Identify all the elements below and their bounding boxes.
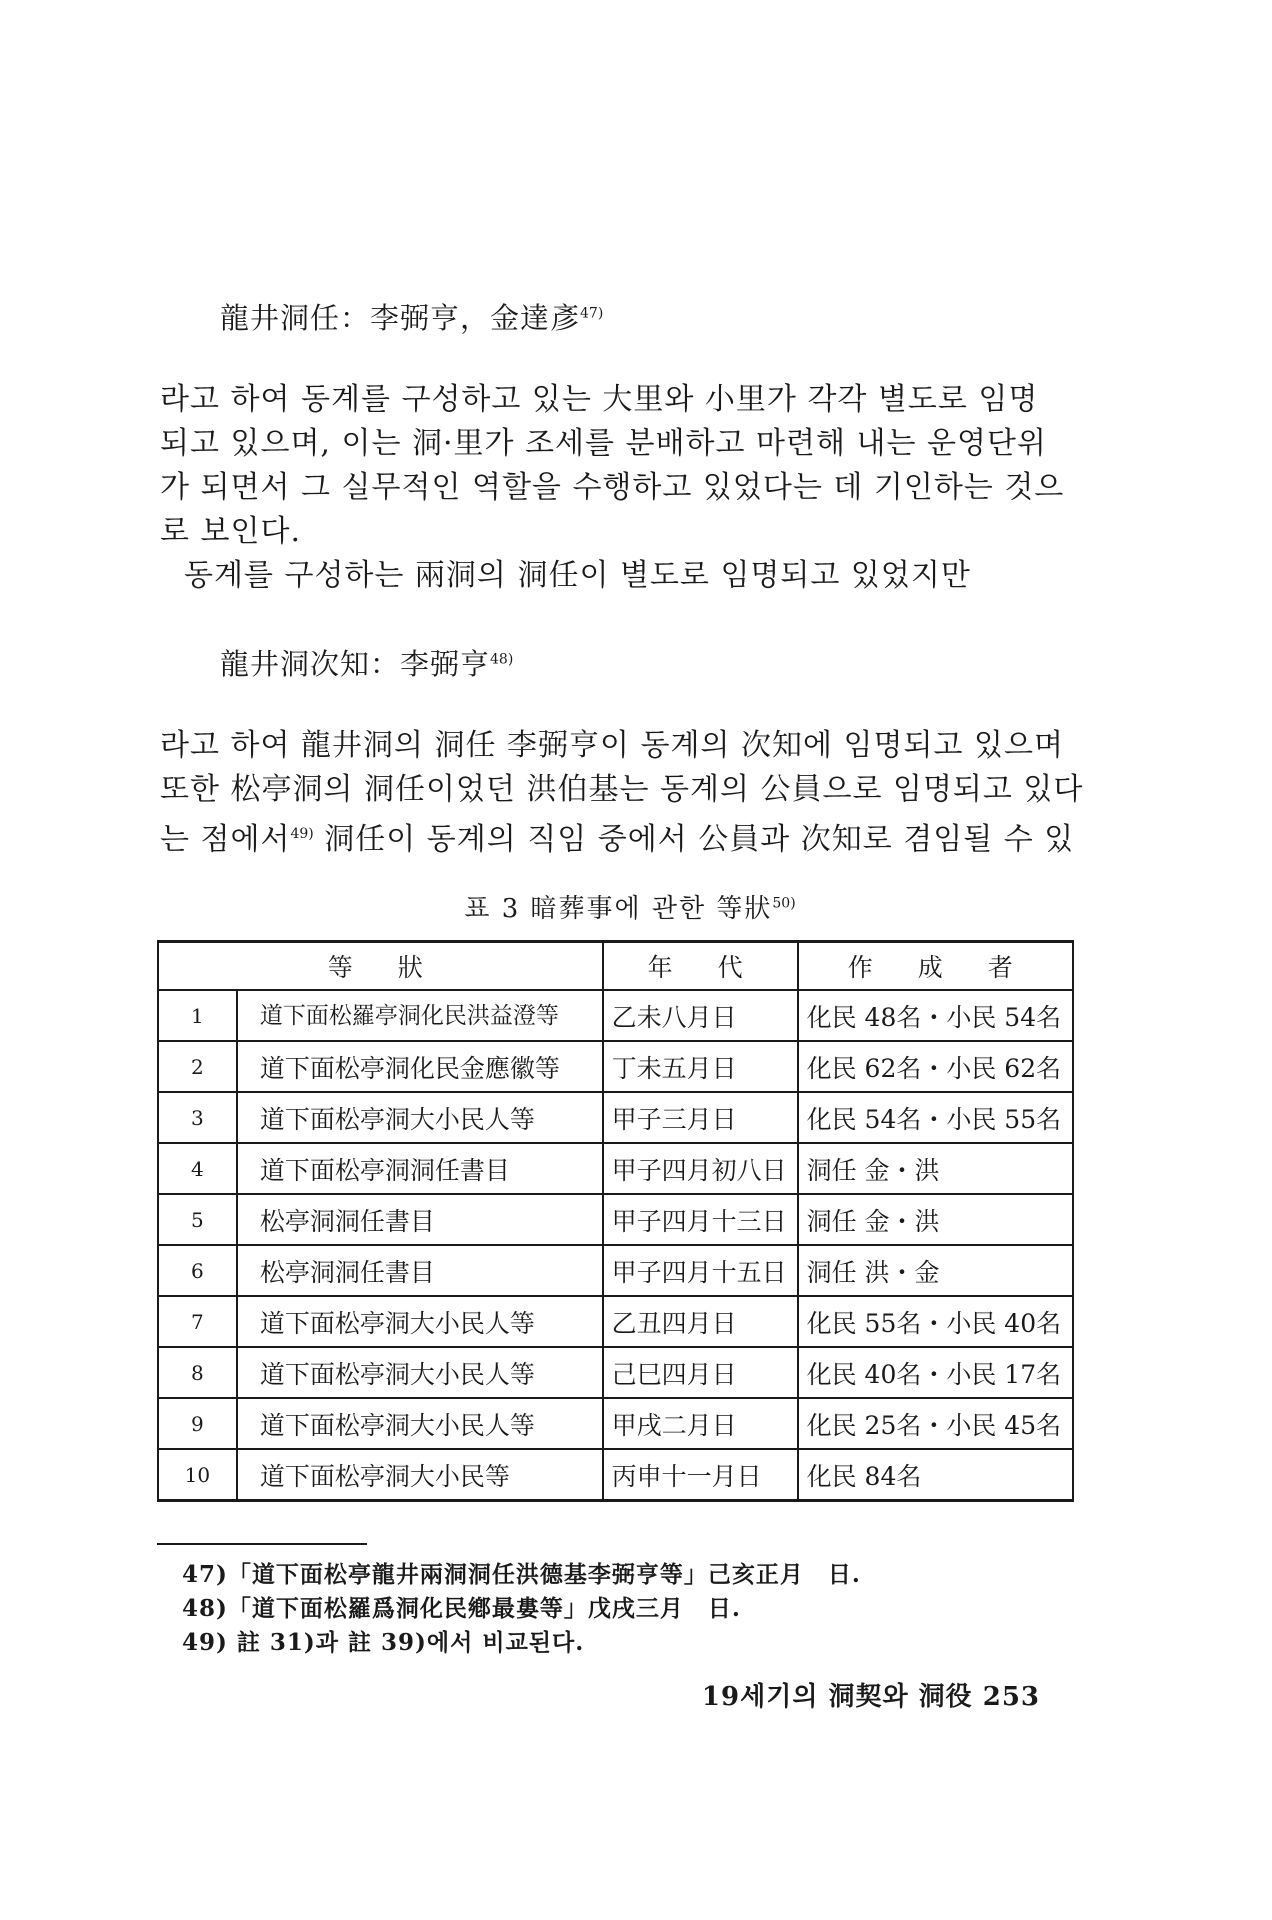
- quote-text: 龍井洞任：李弼亨，金達彥: [220, 301, 581, 335]
- header-date: 年 代: [603, 942, 798, 991]
- line-text: 洞任이 동계의 직임 중에서 公員과 次知로 겸임될 수 있: [313, 822, 1075, 857]
- row-number: 3: [158, 1092, 237, 1143]
- table-row: [158, 990, 1073, 1041]
- row-petition-name: 道下面松亭洞大小民等: [237, 1449, 603, 1501]
- row-number: 4: [158, 1143, 237, 1194]
- row-date: 乙丑四月日: [603, 1296, 798, 1347]
- footnote-divider: [157, 1543, 367, 1545]
- paragraph-1: [160, 378, 1076, 554]
- footnote-ref: 47): [580, 305, 604, 322]
- table-header-row: [158, 942, 1073, 991]
- table-row: [158, 1194, 1073, 1245]
- row-petition-name: 松亭洞洞任書目: [237, 1245, 603, 1296]
- row-number: 1: [158, 990, 237, 1041]
- table-row: [158, 1449, 1073, 1501]
- table-row: [158, 1398, 1073, 1449]
- line-text: 는 점에서: [160, 822, 291, 857]
- header-petition: 等 狀: [158, 942, 603, 991]
- row-author: 洞任 金・洪: [798, 1143, 1073, 1194]
- paragraph-3: [160, 724, 1084, 862]
- table-row: [158, 1245, 1073, 1296]
- footnote-48: 48)「道下面松羅爲洞化民鄕最婁等」戊戌三月 日.: [182, 1595, 741, 1622]
- row-number: 7: [158, 1296, 237, 1347]
- table-row: [158, 1143, 1073, 1194]
- petition-table: [157, 940, 1074, 1502]
- row-petition-name: 道下面松亭洞洞任書目: [237, 1143, 603, 1194]
- row-number: 8: [158, 1347, 237, 1398]
- paragraph-line: 또한 松亭洞의 洞任이었던 洪伯基는 동계의 公員으로 임명되고 있다: [160, 772, 1084, 807]
- paragraph-line: 가 되면서 그 실무적인 역할을 수행하고 있었다는 데 기인하는 것으: [160, 470, 1065, 505]
- table-row: [158, 1296, 1073, 1347]
- row-author: 化民 40名・小民 17名: [798, 1347, 1073, 1398]
- row-author: 化民 48名・小民 54名: [798, 990, 1073, 1041]
- row-petition-name: 道下面松亭洞大小民人等: [237, 1347, 603, 1398]
- paragraph-line: 라고 하여 동계를 구성하고 있는 大里와 小里가 각각 별도로 임명: [160, 382, 1039, 417]
- row-author: 洞任 洪・金: [798, 1245, 1073, 1296]
- row-petition-name: 道下面松羅亭洞化民洪益澄等: [237, 990, 603, 1041]
- table-caption: [160, 888, 1100, 925]
- row-author: 化民 62名・小民 62名: [798, 1041, 1073, 1092]
- row-date: 甲子四月初八日: [603, 1143, 798, 1194]
- running-footer: 19세기의 洞契와 洞役 253: [701, 1682, 1040, 1712]
- row-number: 2: [158, 1041, 237, 1092]
- row-author: 化民 25名・小民 45名: [798, 1398, 1073, 1449]
- row-date: 甲子四月十五日: [603, 1245, 798, 1296]
- row-number: 6: [158, 1245, 237, 1296]
- footnote-49: 49) 註 31)과 註 39)에서 비교된다.: [182, 1629, 585, 1656]
- row-petition-name: 松亭洞洞任書目: [237, 1194, 603, 1245]
- row-date: 甲子四月十三日: [603, 1194, 798, 1245]
- row-author: 化民 55名・小民 40名: [798, 1296, 1073, 1347]
- footnote-ref: 50): [772, 895, 796, 912]
- footnote-ref: 48): [490, 651, 514, 668]
- row-petition-name: 道下面松亭洞大小民人等: [237, 1092, 603, 1143]
- row-author: 化民 84名: [798, 1449, 1073, 1501]
- row-author: 化民 54名・小民 55名: [798, 1092, 1073, 1143]
- row-date: 丁未五月日: [603, 1041, 798, 1092]
- row-number: 5: [158, 1194, 237, 1245]
- row-date: 乙未八月日: [603, 990, 798, 1041]
- table-body: [158, 990, 1073, 1501]
- row-date: 丙申十一月日: [603, 1449, 798, 1501]
- row-date: 己巳四月日: [603, 1347, 798, 1398]
- caption-text: 표 3 暗葬事에 관한 等狀: [464, 894, 773, 924]
- paragraph-line: 라고 하여 龍井洞의 洞任 李弼亨이 동계의 次知에 임명되고 있으며: [160, 728, 1064, 763]
- footnote-ref: 49): [290, 826, 314, 842]
- table-row: [158, 1041, 1073, 1092]
- paragraph-line: [160, 812, 1076, 862]
- paragraph-line: 로 보인다.: [160, 514, 301, 549]
- footnote-47: 47)「道下面松亭龍井兩洞洞任洪德基李弼亨等」己亥正月 日.: [182, 1561, 861, 1588]
- row-petition-name: 道下面松亭洞大小民人等: [237, 1398, 603, 1449]
- row-number: 10: [158, 1449, 237, 1501]
- quote-text: 龍井洞次知：李弼亨: [220, 647, 491, 681]
- table-row: [158, 1092, 1073, 1143]
- quote-block-2: [220, 642, 513, 683]
- row-number: 9: [158, 1398, 237, 1449]
- quote-block-1: [220, 296, 603, 337]
- paragraph-line: 되고 있으며, 이는 洞·里가 조세를 분배하고 마련해 내는 운영단위: [160, 426, 1047, 461]
- paragraph-line: 동계를 구성하는 兩洞의 洞任이 별도로 임명되고 있었지만: [184, 558, 971, 593]
- header-author: 作 成 者: [798, 942, 1073, 991]
- row-petition-name: 道下面松亭洞大小民人等: [237, 1296, 603, 1347]
- row-date: 甲戌二月日: [603, 1398, 798, 1449]
- row-author: 洞任 金・洪: [798, 1194, 1073, 1245]
- row-petition-name: 道下面松亭洞化民金應徽等: [237, 1041, 603, 1092]
- row-date: 甲子三月日: [603, 1092, 798, 1143]
- paragraph-2: [184, 554, 1100, 598]
- table-row: [158, 1347, 1073, 1398]
